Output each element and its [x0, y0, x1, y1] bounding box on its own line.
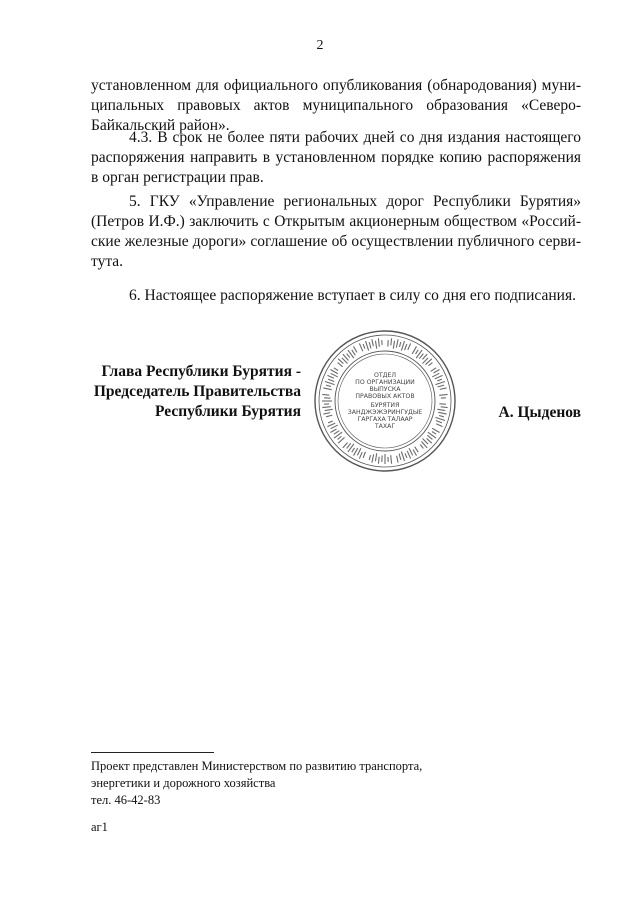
seal-line: ПО ОРГАНИЗАЦИИ: [355, 379, 415, 386]
footnote-line: энергетики и дорожного хозяйства: [91, 776, 276, 790]
paragraph-5: 5. ГКУ «Управление региональных дорог Республики Бурятия» (Петров И.Ф.) заключить с Открытым акционерным обществом «Россий-ские железные дороги» соглашение об осуществлении публичного серви-тута.: [91, 193, 581, 270]
seal-ring-mark: [401, 451, 404, 461]
seal-ring-mark: [328, 421, 333, 423]
seal-ring-mark: [399, 342, 400, 347]
seal-ring-mark: [328, 379, 334, 381]
seal-ring-mark: [419, 354, 423, 359]
seal-ring-mark: [327, 375, 333, 378]
seal-ring-mark: [338, 363, 343, 367]
seal-ring-mark: [363, 452, 365, 458]
seal-ring-mark: [405, 344, 407, 350]
seal-ring-mark: [391, 455, 392, 463]
seal-ring-mark: [438, 385, 444, 387]
seal-ring-mark: [327, 423, 335, 426]
seal-ring-mark: [420, 445, 423, 449]
seal-line: ВЫПУСКА: [369, 386, 401, 393]
seal-ring-mark: [427, 438, 432, 443]
seal-ring-mark: [396, 339, 398, 347]
seal-ring-mark: [334, 368, 338, 371]
seal-ring-mark: [415, 447, 419, 452]
seal-ring-mark: [369, 342, 371, 348]
seal-ring-mark: [397, 456, 398, 463]
seal-stamp-graphic: [313, 329, 457, 473]
seal-ring-mark: [429, 363, 433, 366]
footnote-line: тел. 46-42-83: [91, 793, 161, 807]
seal-ring-mark: [322, 407, 330, 408]
footnote: [91, 758, 511, 809]
seal-ring-mark: [347, 354, 350, 358]
seal-ring-mark: [326, 415, 332, 417]
seal-ring-mark: [323, 413, 330, 414]
seal-ring-mark: [435, 375, 443, 378]
seal-ring-mark: [416, 350, 419, 354]
seal-ring-mark: [369, 455, 370, 460]
seal-line: ПРАВОВЫХ АКТОВ: [355, 393, 415, 400]
seal-ring-mark: [323, 388, 331, 390]
seal-ring-mark: [432, 432, 436, 435]
seal-ring-mark: [378, 457, 379, 464]
seal-ring-mark: [359, 343, 362, 351]
seal-ring-mark: [432, 373, 439, 377]
signatory-name: А. Цыденов: [498, 404, 581, 421]
seal-ring-mark: [326, 385, 331, 386]
seal-ring-mark: [331, 425, 338, 429]
seal-ring-mark: [427, 435, 432, 439]
signatory-title: [91, 362, 301, 422]
seal-ring-mark: [393, 341, 394, 349]
seal-ring-mark: [363, 344, 365, 349]
seal-ring-mark: [338, 359, 343, 364]
seal-ring-mark: [378, 338, 379, 346]
seal-ring-mark: [372, 454, 374, 462]
seal-ring-mark: [438, 412, 446, 414]
seal-line: ТАХАГ: [374, 423, 396, 430]
paragraph-continuation: установленном для официального опубликования (обнародования) муни-ципальных правовых актов муниципального образования «Северо-Байкальский район».: [91, 77, 581, 134]
signatory-title-line: Глава Республики Бурятия -: [101, 363, 301, 380]
seal-ring-mark: [409, 448, 413, 455]
seal-ring-mark: [441, 407, 448, 408]
seal-ring-mark: [359, 452, 362, 458]
seal-ring-mark: [408, 343, 411, 349]
seal-ring-mark: [325, 409, 333, 410]
seal-ring-mark: [405, 453, 407, 458]
seal-ring-mark: [375, 341, 376, 349]
seal-ring-mark: [401, 341, 404, 351]
seal-ring-mark: [322, 394, 329, 395]
seal-ring-mark: [436, 424, 442, 427]
seal-ring-mark: [439, 415, 444, 416]
seal-line: БУРЯТИЯ: [370, 402, 400, 409]
seal-ring-mark: [434, 370, 440, 374]
signatory-title-line: Председатель Правительства: [93, 383, 301, 400]
seal-ring-mark: [440, 388, 447, 389]
seal-line: ЗАНДЖЭЖЭРИНГУДЫЕ: [347, 409, 423, 416]
seal-ring-mark: [407, 451, 410, 459]
seal-ring-mark: [435, 382, 445, 385]
seal-ring-mark: [439, 394, 447, 395]
seal-ring-mark: [331, 373, 338, 377]
official-seal-stamp: [313, 329, 457, 473]
document-code: аг1: [91, 820, 108, 834]
signatory-title-line: Республики Бурятия: [155, 403, 301, 420]
paragraph-4-3: 4.3. В срок не более пяти рабочих дней со дня издания настоящего распоряжения направить в установленном порядке копию распоряжения в орган регистрации прав.: [91, 129, 581, 186]
seal-ring-mark: [375, 453, 376, 461]
seal-ring-mark: [372, 339, 373, 346]
footnote-line: Проект представлен Министерством по развитию транспорта,: [91, 759, 423, 773]
seal-ring-mark: [422, 354, 427, 359]
seal-ring-mark: [413, 450, 417, 456]
seal-line: ОТДЕЛ: [373, 372, 397, 379]
seal-ring-mark: [357, 448, 361, 455]
seal-ring-mark: [325, 382, 335, 385]
seal-ring-mark: [437, 409, 445, 410]
seal-ring-mark: [366, 341, 369, 351]
page-number: 2: [316, 38, 324, 53]
seal-ring-mark: [435, 417, 445, 420]
seal-ring-mark: [343, 443, 348, 448]
seal-ring-mark: [330, 429, 336, 433]
seal-ring-mark: [347, 443, 351, 448]
seal-ring-mark: [399, 454, 401, 460]
footnote-divider: [91, 752, 214, 753]
seal-ring-mark: [354, 346, 358, 352]
seal-ring-mark: [391, 338, 392, 345]
seal-ring-mark: [431, 368, 436, 372]
paragraph-6: 6. Настоящее распоряжение вступает в силу со дня его подписания.: [129, 287, 576, 304]
seal-ring-mark: [334, 431, 339, 435]
seal-ring-mark: [338, 436, 342, 439]
seal-ring-mark: [352, 350, 356, 355]
seal-ring-mark: [352, 448, 355, 452]
seal-line: ГАРГАХА ТАЛААР: [357, 416, 413, 423]
seal-ring-mark: [436, 421, 442, 423]
seal-ring-mark: [437, 379, 442, 381]
